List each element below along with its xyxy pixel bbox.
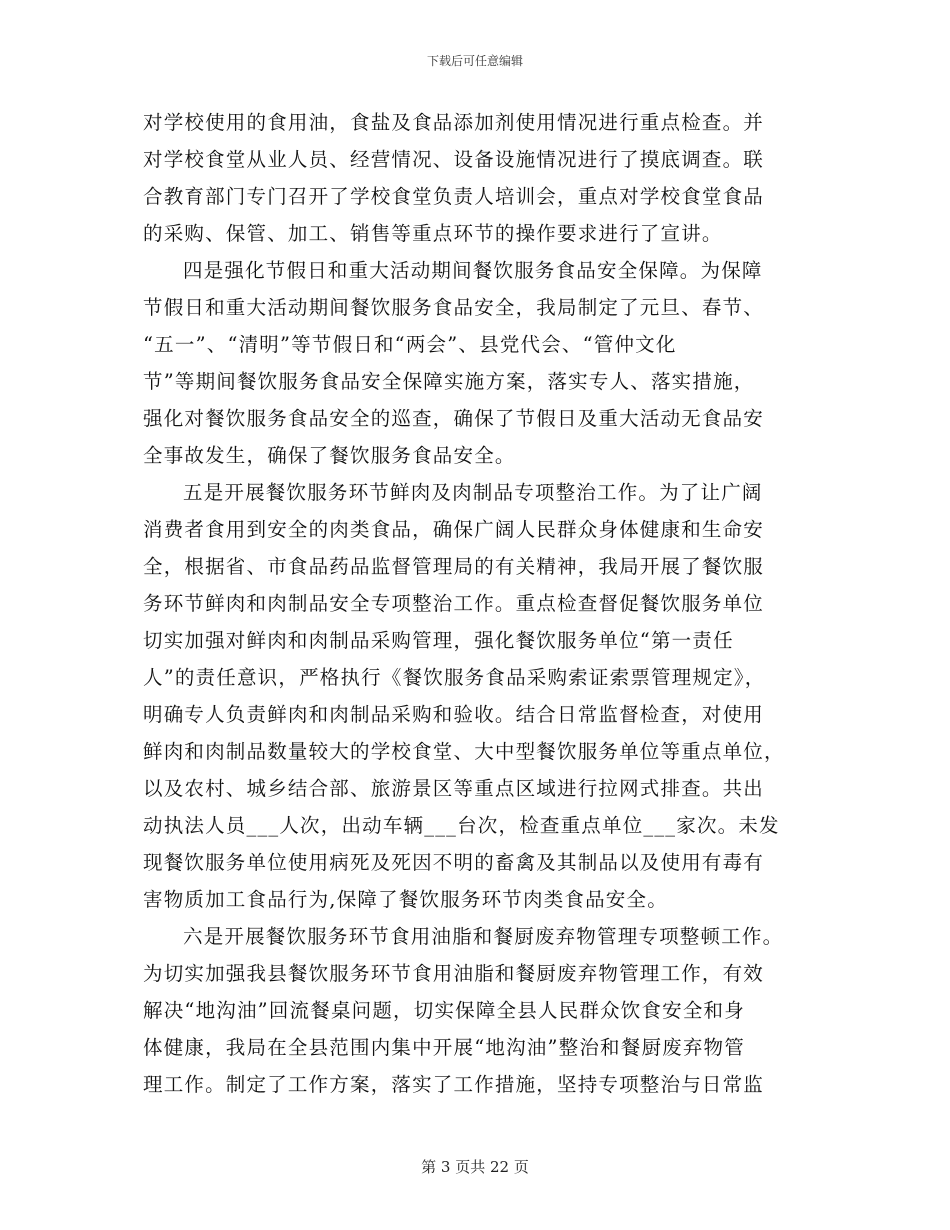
text-line: 全，根据省、市食品药品监督管理局的有关精神，我局开展了餐饮服 <box>143 555 765 578</box>
text-line: 明确专人负责鲜肉和肉制品采购和验收。结合日常监督检查，对使用 <box>143 703 765 726</box>
text-line: 理工作。制定了工作方案，落实了工作措施，坚持专项整治与日常监 <box>143 1073 765 1096</box>
text-line: 节”等期间餐饮服务食品安全保障实施方案，落实专人、落实措施， <box>143 370 755 393</box>
text-line: 动执法人员___人次，出动车辆___台次，检查重点单位___家次。未发 <box>143 814 780 837</box>
text-line: 以及农村、城乡结合部、旅游景区等重点区域进行拉网式排查。共出 <box>143 777 765 800</box>
text-line: 害物质加工食品行为,保障了餐饮服务环节肉类食品安全。 <box>143 888 668 911</box>
text-line: 全事故发生，确保了餐饮服务食品安全。 <box>143 444 516 467</box>
text-line: 五是开展餐饮服务环节鲜肉及肉制品专项整治工作。为了让广阔 <box>183 481 763 504</box>
text-line: 消费者食用到安全的肉类食品，确保广阔人民群众身体健康和生命安 <box>143 518 765 541</box>
text-line: 解决“地沟油”回流餐桌问题，切实保障全县人民群众饮食安全和身 <box>143 999 745 1022</box>
text-line: 节假日和重大活动期间餐饮服务食品安全，我局制定了元旦、春节、 <box>143 296 765 319</box>
text-line: 切实加强对鲜肉和肉制品采购管理，强化餐饮服务单位“第一责任 <box>143 629 734 652</box>
text-line: 对学校使用的食用油，食盐及食品添加剂使用情况进行重点检查。并 <box>143 111 765 134</box>
text-line: 四是强化节假日和重大活动期间餐饮服务食品安全保障。为保障 <box>183 259 763 282</box>
text-line: 六是开展餐饮服务环节食用油脂和餐厨废弃物管理专项整顿工作。 <box>183 925 784 948</box>
text-line: 合教育部门专门召开了学校食堂负责人培训会，重点对学校食堂食品 <box>143 185 765 208</box>
page-number: 第 3 页共 22 页 <box>421 1158 529 1176</box>
document-body <box>143 104 813 1103</box>
text-line: “五一”、“清明”等节假日和“两会”、县党代会、“管仲文化 <box>143 333 677 356</box>
text-line: 的采购、保管、加工、销售等重点环节的操作要求进行了宣讲。 <box>143 222 723 245</box>
text-line: 为切实加强我县餐饮服务环节食用油脂和餐厨废弃物管理工作，有效 <box>143 962 765 985</box>
text-line: 人”的责任意识，严格执行《餐饮服务食品采购索证索票管理规定》， <box>143 666 766 689</box>
text-line: 强化对餐饮服务食品安全的巡查，确保了节假日及重大活动无食品安 <box>143 407 765 430</box>
text-line: 现餐饮服务单位使用病死及死因不明的畜禽及其制品以及使用有毒有 <box>143 851 765 874</box>
text-line: 鲜肉和肉制品数量较大的学校食堂、大中型餐饮服务单位等重点单位， <box>143 740 785 763</box>
text-line: 对学校食堂从业人员、经营情况、设备设施情况进行了摸底调查。联 <box>143 148 765 171</box>
text-line: 务环节鲜肉和肉制品安全专项整治工作。重点检查督促餐饮服务单位 <box>143 592 765 615</box>
text-line: 体健康，我局在全县范围内集中开展“地沟油”整治和餐厨废弃物管 <box>143 1036 745 1059</box>
page-header: 下载后可任意编辑 <box>426 54 523 68</box>
